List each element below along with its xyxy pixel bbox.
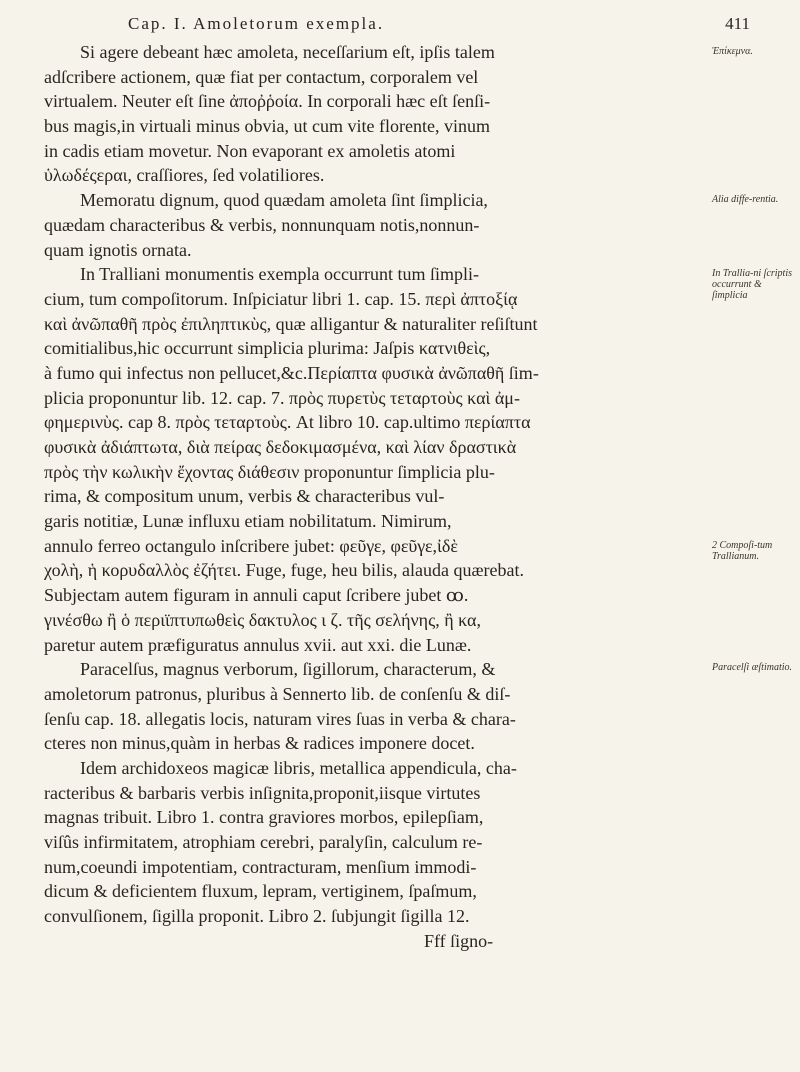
text-line: quam ignotis ornata. [44,239,192,260]
margin-note: In Trallia-ni ſcriptis occurrunt & ſimplicia [712,268,793,301]
text-line: Memoratu dignum, quod quædam amoleta ſint ſimplicia, [80,190,488,211]
page-number: 411 [725,14,750,33]
text-line: paretur autem præfiguratus annulus xvii. aut xxi. die Lunæ. [44,634,472,655]
margin-note: 2 Compoſi-tum Trallianum. [712,540,773,562]
text-line: Subjectam autem figuram in annuli caput ſcribere jubet ꝏ. [44,585,469,606]
text-line: φημερινὺς. cap 8. πρὸς τεταρτοὺς. At libro 10. cap.ultimo περίαπτα [44,412,531,433]
text-line: χολὴ, ἡ κορυδαλλὸς ἐζήτει. Fuge, fuge, heu bilis, alauda quærebat. [44,560,524,581]
margin-note: Alia diffe-rentia. [712,194,779,205]
text-line: ſenſu cap. 18. allegatis locis, naturam vires ſuas in verba & chara- [44,708,516,729]
text-line: à fumo qui infectus non pellucet,&c.Περίαπτα φυσικὰ ἀνῶπαθῆ ſim- [44,362,539,383]
text-line: num,coeundi impotentiam, contracturam, menſium immodi- [44,856,477,877]
text-line: quædam characteribus & verbis, nonnunquam notis,nonnun- [44,214,480,235]
text-line: in cadis etiam movetur. Non evaporant ex amoletis atomi [44,140,456,161]
text-line: rima, & compositum unum, verbis & characteribus vul- [44,486,445,507]
text-line: magnas tribuit. Libro 1. contra graviores morbos, epilepſiam, [44,807,484,828]
text-line: annulo ferreo octangulo inſcribere jubet: φεῦγε, φεῦγε,ἰδὲ [44,535,458,556]
text-line: γινέσθω ἢ ὁ περιϊπτυπωθεὶς δακτυλος ι ζ. τῆς σελήνης, ἢ κα, [44,609,481,630]
text-line: φυσικὰ ἀδιάπτωτα, διὰ πείρας δεδοκιμασμένα, καὶ λίαν δραστικὰ [44,437,517,457]
text-line: cium, tum compoſitorum. Inſpiciatur libri 1. cap. 15. περὶ ἀπτοξίᾳ [44,288,518,309]
text-line: plicia proponuntur lib. 12. cap. 7. πρὸς πυρετὺς τεταρτοὺς καὶ ἀμ- [44,387,520,408]
text-line: comitialibus,hic occurrunt simplicia plurima: Jaſpis κατνιθεὶς, [44,338,491,359]
text-line: racteribus & barbaris verbis inſignita,proponit,iisque virtutes [44,782,481,803]
text-line: dicum & deficientem fluxum, lepram, vertiginem, ſpaſmum, [44,881,477,902]
text-line: virtualem. Neuter eſt ſine ἀποῤῥοία. In corporali hæc eſt ſenſi- [44,91,491,112]
text-line: ὑλωδέςεραι, craſſiores, ſed volatiliores. [44,165,325,186]
text-line: Idem archidoxeos magicæ libris, metallica appendicula, cha- [80,757,517,778]
catchword-line: Fff ſigno- [424,930,494,951]
margin-note: Ἐπίκεμνα. [712,46,753,57]
text-line: amoletorum patronus, pluribus à Sennerto lib. de conſenſu & diſ- [44,683,511,704]
text-line: In Tralliani monumentis exempla occurrunt tum ſimpli- [80,264,479,285]
text-line: cteres non minus,quàm in herbas & radices imponere docet. [44,733,475,754]
text-line: viſûs infirmitatem, atrophiam cerebri, paralyſin, calculum re- [44,832,483,852]
text-line: Paracelſus, magnus verborum, ſigillorum, characterum, & [80,659,496,680]
margin-note: Paracelſi æſtimatio. [712,662,792,673]
text-line: πρὸς τὴν κωλικὴν ἔχοντας διάθεσιν proponuntur ſimplicia plu- [44,461,495,482]
text-line: convulſionem, ſigilla proponit. Libro 2. ſubjungit ſigilla 12. [44,906,470,927]
body-text [44,40,706,953]
text-line: Si agere debeant hæc amoleta, neceſſarium eſt, ipſis talem [80,42,495,62]
running-head: Cap. I. Amoletorum exempla. [128,14,385,33]
text-line: adſcribere actionem, quæ fiat per contactum, corporalem vel [44,66,479,87]
text-line: bus magis,in virtuali minus obvia, ut cum vite florente, vinum [44,116,490,137]
text-line: garis notitiæ, Lunæ influxu etiam nobilitatum. Nimirum, [44,511,452,532]
text-line: καὶ ἀνῶπαθῆ πρὸς ἐπιληπτικὺς, quæ alligantur & naturaliter reſiſtunt [44,313,538,334]
